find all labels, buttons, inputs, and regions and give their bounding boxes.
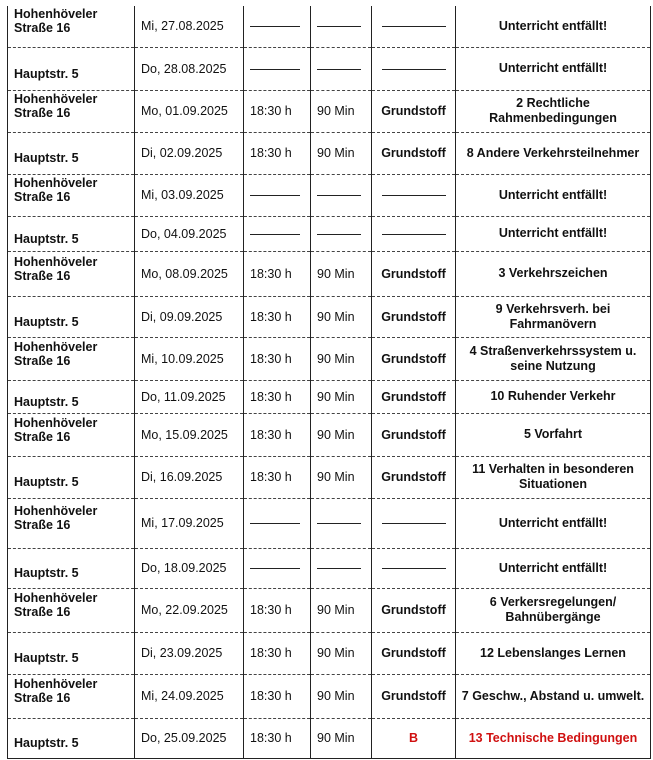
date-cell — [135, 632, 244, 674]
topic-cell — [456, 132, 651, 174]
topic-text: 3 Verkehrszeichen — [498, 266, 608, 280]
duration-text: 90 Min — [317, 731, 355, 745]
table-row — [8, 174, 651, 216]
location-cell — [8, 632, 135, 674]
type-text: Grundstoff — [381, 266, 446, 281]
time-cell — [244, 47, 311, 90]
location-cell — [8, 90, 135, 132]
blank-line — [250, 195, 300, 196]
topic-cell — [456, 90, 651, 132]
topic-text: Unterricht entfällt! — [498, 187, 608, 202]
duration-cell — [311, 380, 372, 413]
type-cell — [372, 90, 456, 132]
blank-line — [250, 568, 300, 569]
date-cell — [135, 251, 244, 296]
date-cell — [135, 413, 244, 456]
duration-cell — [311, 174, 372, 216]
time-cell — [244, 6, 311, 47]
date-cell — [135, 337, 244, 380]
date-text: Do, 25.09.2025 — [141, 731, 227, 745]
date-text: Mi, 03.09.2025 — [141, 188, 224, 202]
duration-text: 90 Min — [317, 266, 355, 281]
type-cell — [372, 413, 456, 456]
blank-line — [250, 69, 300, 70]
topic-cell — [456, 6, 651, 47]
location-text: Hauptstr. 5 — [14, 736, 79, 750]
topic-text: 11 Verhalten in besonderen Situationen — [472, 462, 634, 491]
blank-line — [382, 523, 446, 524]
topic-text: 2 Rechtliche Rahmenbedingungen — [489, 96, 617, 125]
location-text: Hohenhöveler Straße 16 — [14, 591, 98, 619]
table-row — [8, 588, 651, 632]
duration-cell — [311, 632, 372, 674]
location-text: Hauptstr. 5 — [14, 314, 79, 329]
type-cell — [372, 380, 456, 413]
location-cell — [8, 588, 135, 632]
type-cell — [372, 632, 456, 674]
time-cell — [244, 718, 311, 758]
topic-text: 10 Ruhender Verkehr — [490, 389, 616, 403]
date-cell — [135, 216, 244, 251]
location-cell — [8, 380, 135, 413]
topic-text: 4 Straßenverkehrssystem u. seine Nutzung — [469, 343, 637, 373]
blank-line — [317, 26, 361, 27]
duration-cell — [311, 674, 372, 718]
type-text: Grundstoff — [381, 309, 446, 324]
date-cell — [135, 588, 244, 632]
table-row — [8, 6, 651, 47]
type-cell — [372, 337, 456, 380]
location-text: Hohenhöveler Straße 16 — [14, 677, 98, 705]
table-row — [8, 413, 651, 456]
time-cell — [244, 132, 311, 174]
location-text: Hauptstr. 5 — [14, 394, 79, 409]
date-text: Di, 16.09.2025 — [141, 470, 223, 484]
table-row — [8, 456, 651, 498]
table-row — [8, 47, 651, 90]
date-text: Mo, 15.09.2025 — [141, 427, 228, 442]
type-cell — [372, 456, 456, 498]
time-cell — [244, 548, 311, 588]
location-cell — [8, 216, 135, 251]
time-cell — [244, 674, 311, 718]
topic-text: 13 Technische Bedingungen — [468, 730, 638, 745]
duration-text: 90 Min — [317, 146, 355, 160]
table-row — [8, 251, 651, 296]
topic-cell — [456, 47, 651, 90]
location-text: Hauptstr. 5 — [14, 151, 79, 165]
table-row — [8, 718, 651, 758]
table-row — [8, 498, 651, 548]
table-row — [8, 90, 651, 132]
duration-cell — [311, 718, 372, 758]
type-text: Grundstoff — [381, 104, 446, 118]
topic-cell — [456, 674, 651, 718]
duration-text: 90 Min — [317, 427, 355, 442]
time-cell — [244, 174, 311, 216]
time-cell — [244, 380, 311, 413]
table-row — [8, 296, 651, 337]
date-text: Do, 11.09.2025 — [141, 389, 226, 404]
duration-cell — [311, 47, 372, 90]
location-cell — [8, 718, 135, 758]
type-cell — [372, 132, 456, 174]
schedule-table — [7, 6, 651, 759]
date-text: Mo, 08.09.2025 — [141, 266, 228, 281]
duration-cell — [311, 588, 372, 632]
duration-cell — [311, 413, 372, 456]
topic-cell — [456, 174, 651, 216]
location-text: Hauptstr. 5 — [14, 566, 79, 580]
date-cell — [135, 47, 244, 90]
topic-text: 12 Lebenslanges Lernen — [480, 645, 626, 660]
location-cell — [8, 456, 135, 498]
date-text: Do, 04.09.2025 — [141, 226, 227, 241]
location-cell — [8, 174, 135, 216]
type-cell — [372, 251, 456, 296]
location-text: Hohenhöveler Straße 16 — [14, 504, 98, 532]
date-text: Mi, 27.08.2025 — [141, 19, 224, 34]
date-text: Do, 28.08.2025 — [141, 61, 227, 76]
topic-cell — [456, 548, 651, 588]
table-row — [8, 548, 651, 588]
location-text: Hauptstr. 5 — [14, 231, 79, 246]
type-text: Grundstoff — [381, 603, 446, 617]
time-text: 18:30 h — [250, 689, 292, 703]
topic-cell — [456, 498, 651, 548]
date-text: Do, 18.09.2025 — [141, 561, 227, 575]
table-row — [8, 674, 651, 718]
date-text: Mi, 10.09.2025 — [141, 351, 224, 366]
blank-line — [250, 26, 300, 27]
topic-text: 7 Geschw., Abstand u. umwelt. — [461, 688, 645, 703]
topic-text: 5 Vorfahrt — [523, 427, 583, 441]
blank-line — [382, 26, 446, 27]
topic-cell — [456, 456, 651, 498]
time-text: 18:30 h — [250, 351, 292, 366]
blank-line — [317, 568, 361, 569]
time-text: 18:30 h — [250, 731, 292, 745]
topic-cell — [456, 588, 651, 632]
date-text: Di, 09.09.2025 — [141, 309, 223, 324]
duration-text: 90 Min — [317, 646, 355, 660]
duration-cell — [311, 456, 372, 498]
topic-text: Unterricht entfällt! — [498, 560, 608, 575]
blank-line — [250, 234, 300, 235]
location-text: Hohenhöveler Straße 16 — [14, 415, 98, 444]
date-cell — [135, 132, 244, 174]
topic-cell — [456, 337, 651, 380]
time-cell — [244, 413, 311, 456]
location-text: Hauptstr. 5 — [14, 475, 79, 489]
time-text: 18:30 h — [250, 389, 292, 404]
duration-text: 90 Min — [317, 470, 355, 484]
location-cell — [8, 413, 135, 456]
blank-line — [317, 69, 361, 70]
time-text: 18:30 h — [250, 266, 292, 281]
duration-cell — [311, 132, 372, 174]
time-cell — [244, 251, 311, 296]
blank-line — [317, 195, 361, 196]
duration-cell — [311, 548, 372, 588]
time-text: 18:30 h — [250, 470, 292, 484]
duration-text: 90 Min — [317, 351, 355, 366]
location-text: Hohenhöveler Straße 16 — [14, 176, 98, 204]
blank-line — [382, 69, 446, 70]
time-text: 18:30 h — [250, 603, 292, 617]
duration-cell — [311, 337, 372, 380]
type-cell — [372, 174, 456, 216]
time-text: 18:30 h — [250, 146, 292, 160]
topic-text: Unterricht entfällt! — [498, 226, 608, 240]
location-cell — [8, 6, 135, 47]
date-text: Mi, 17.09.2025 — [141, 516, 224, 530]
date-cell — [135, 498, 244, 548]
date-cell — [135, 90, 244, 132]
time-cell — [244, 90, 311, 132]
duration-cell — [311, 6, 372, 47]
blank-line — [382, 568, 446, 569]
topic-text: Unterricht entfällt! — [498, 18, 608, 33]
date-cell — [135, 174, 244, 216]
time-text: 18:30 h — [250, 104, 292, 118]
type-text: Grundstoff — [381, 470, 446, 484]
location-cell — [8, 548, 135, 588]
blank-line — [382, 195, 446, 196]
date-cell — [135, 674, 244, 718]
table-row — [8, 632, 651, 674]
blank-line — [382, 234, 446, 235]
duration-cell — [311, 296, 372, 337]
topic-cell — [456, 413, 651, 456]
topic-text: Unterricht entfällt! — [498, 515, 608, 530]
topic-cell — [456, 251, 651, 296]
duration-cell — [311, 90, 372, 132]
location-text: Hauptstr. 5 — [14, 651, 79, 665]
location-cell — [8, 47, 135, 90]
date-text: Mi, 24.09.2025 — [141, 689, 224, 703]
type-text: Grundstoff — [381, 427, 446, 442]
topic-text: Unterricht entfällt! — [498, 61, 608, 75]
location-text: Hohenhöveler Straße 16 — [14, 254, 98, 283]
duration-text: 90 Min — [317, 689, 355, 703]
duration-text: 90 Min — [317, 389, 355, 404]
time-cell — [244, 632, 311, 674]
topic-text: 8 Andere Verkehrsteilnehmer — [466, 145, 640, 160]
location-text: Hohenhöveler Straße 16 — [14, 7, 98, 36]
location-cell — [8, 132, 135, 174]
date-text: Di, 02.09.2025 — [141, 146, 223, 160]
type-cell — [372, 548, 456, 588]
type-text: Grundstoff — [381, 389, 446, 404]
type-cell — [372, 216, 456, 251]
location-cell — [8, 674, 135, 718]
time-cell — [244, 456, 311, 498]
time-cell — [244, 296, 311, 337]
type-cell — [372, 718, 456, 758]
topic-cell — [456, 632, 651, 674]
topic-text: 9 Verkehrsverh. bei Fahrmanövern — [495, 301, 611, 331]
time-cell — [244, 337, 311, 380]
type-cell — [372, 47, 456, 90]
type-text: Grundstoff — [381, 146, 446, 160]
location-text: Hohenhöveler Straße 16 — [14, 92, 98, 120]
location-text: Hohenhöveler Straße 16 — [14, 339, 98, 368]
location-text: Hauptstr. 5 — [14, 66, 79, 81]
schedule-body — [8, 6, 651, 758]
table-row — [8, 132, 651, 174]
time-text: 18:30 h — [250, 427, 292, 442]
location-cell — [8, 296, 135, 337]
time-cell — [244, 498, 311, 548]
blank-line — [317, 523, 361, 524]
type-text: Grundstoff — [381, 689, 446, 703]
topic-cell — [456, 380, 651, 413]
table-row — [8, 380, 651, 413]
type-text: B — [408, 731, 419, 745]
duration-cell — [311, 251, 372, 296]
time-cell — [244, 216, 311, 251]
blank-line — [317, 234, 361, 235]
type-cell — [372, 498, 456, 548]
date-text: Mo, 01.09.2025 — [141, 104, 228, 118]
type-text: Grundstoff — [381, 351, 446, 366]
table-row — [8, 337, 651, 380]
type-text: Grundstoff — [381, 646, 446, 660]
duration-text: 90 Min — [317, 603, 355, 617]
time-text: 18:30 h — [250, 646, 292, 660]
date-cell — [135, 6, 244, 47]
location-cell — [8, 251, 135, 296]
table-row — [8, 216, 651, 251]
blank-line — [250, 523, 300, 524]
topic-cell — [456, 296, 651, 337]
date-cell — [135, 456, 244, 498]
type-cell — [372, 674, 456, 718]
date-cell — [135, 380, 244, 413]
type-cell — [372, 588, 456, 632]
type-cell — [372, 6, 456, 47]
duration-cell — [311, 216, 372, 251]
topic-cell — [456, 216, 651, 251]
date-text: Di, 23.09.2025 — [141, 646, 223, 660]
date-cell — [135, 548, 244, 588]
topic-text: 6 Verkersregelungen/ Bahnübergänge — [489, 595, 617, 624]
type-cell — [372, 296, 456, 337]
duration-text: 90 Min — [317, 104, 355, 118]
date-cell — [135, 296, 244, 337]
duration-text: 90 Min — [317, 309, 355, 324]
duration-cell — [311, 498, 372, 548]
topic-cell — [456, 718, 651, 758]
location-cell — [8, 498, 135, 548]
time-cell — [244, 588, 311, 632]
date-cell — [135, 718, 244, 758]
time-text: 18:30 h — [250, 309, 292, 324]
date-text: Mo, 22.09.2025 — [141, 603, 228, 617]
location-cell — [8, 337, 135, 380]
